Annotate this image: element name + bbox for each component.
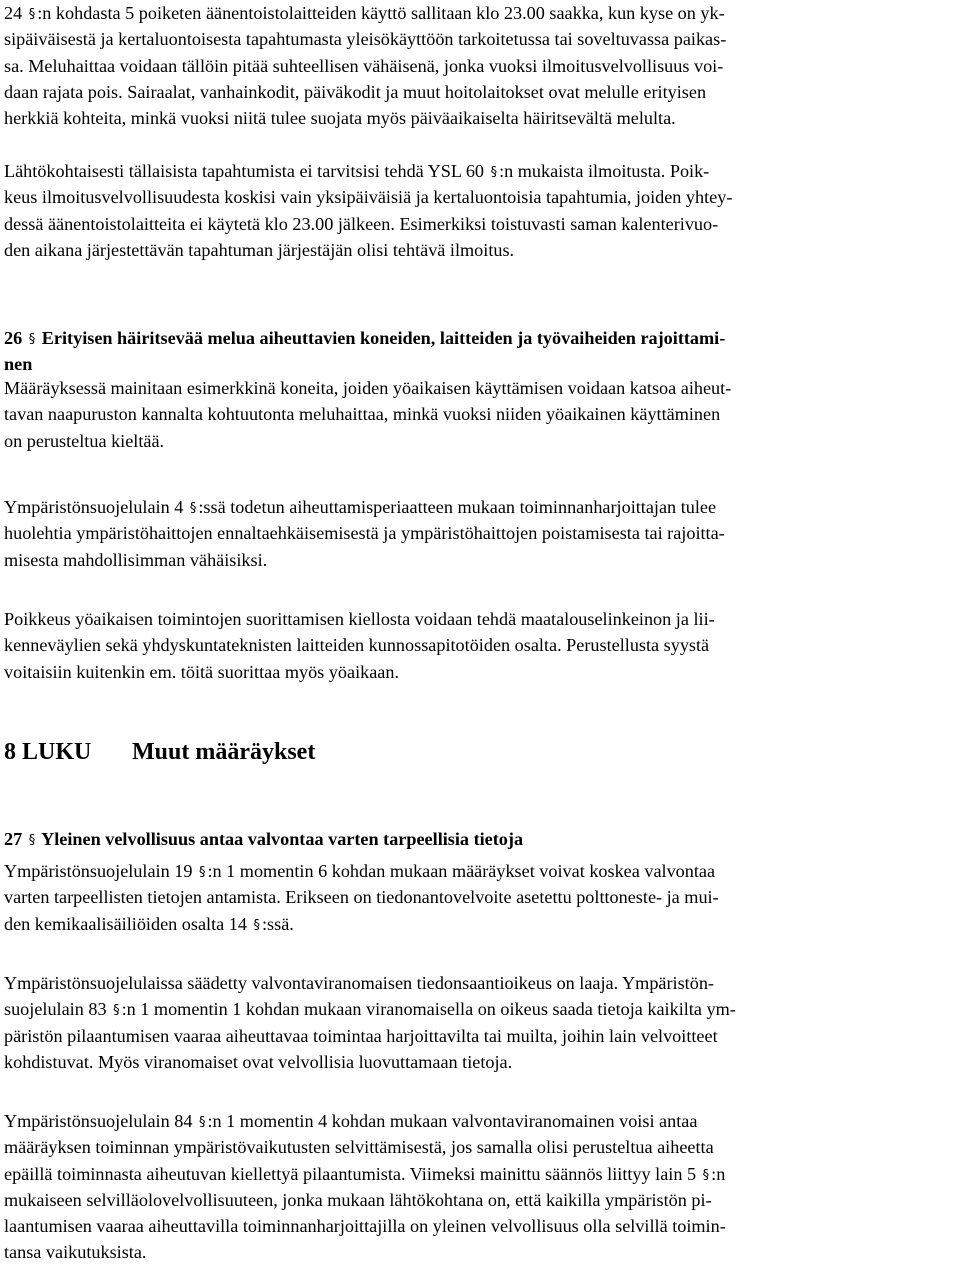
- text-run: dessä äänentoistolaitteita ei käytetä klo 23.00 jälkeen. Esimerkiksi toistuvasti saman kalenterivuo-: [4, 213, 719, 234]
- paragraph-polluter-pays: [4, 494, 725, 573]
- text-run: 26: [4, 328, 27, 348]
- paragraph-environmental-study-order: [4, 1108, 726, 1266]
- text-line: [4, 158, 732, 184]
- paragraph-event-exception: [4, 0, 726, 131]
- text-run: Ympäristönsuojelulain 4: [4, 497, 188, 517]
- text-run: on perusteltua kieltää.: [4, 430, 165, 451]
- text-run: Ympäristönsuojelulaissa säädetty valvontaviranomaisen tiedonsaantioikeus on laaja. Ympäristön-: [4, 973, 714, 993]
- text-run: :n mukaista ilmoitusta. Poik-: [499, 161, 710, 181]
- text-run: kenneväylien sekä yhdyskuntateknisten laitteiden kunnossapitotöiden osalta. Perustellusta syystä: [4, 635, 710, 656]
- section-sign: §: [198, 1115, 206, 1130]
- text-line: [4, 494, 725, 520]
- text-run: tavan naapuruston kannalta kohtuutonta meluhaittaa, minkä vuoksi niiden yöaikainen käyttäminen: [4, 404, 721, 425]
- text-line: [4, 632, 715, 658]
- chapter-title: Muut määräykset: [132, 739, 316, 765]
- text-run: :ssä.: [262, 913, 294, 934]
- text-run: herkkiä kohteita, minkä vuoksi niitä tulee suojata myös päiväaikaiselta häiritsevältä melulta.: [4, 108, 676, 129]
- text-line: [4, 53, 726, 79]
- text-line: [4, 26, 726, 52]
- text-line: [4, 520, 725, 546]
- heading-section-27: [4, 826, 523, 852]
- paragraph-notification-exemption: [4, 158, 732, 263]
- text-line: [4, 1023, 736, 1049]
- text-line: [4, 970, 736, 996]
- text-run: :n 1 momentin 4 kohdan mukaan valvontaviranomainen voisi antaa: [207, 1111, 698, 1131]
- paragraph-night-work-exception: [4, 606, 715, 685]
- text-run: :ssä todetun aiheuttamisperiaatteen mukaan toiminnanharjoittajan tulee: [198, 497, 717, 517]
- text-line: [4, 0, 726, 26]
- paragraph-right-to-information: [4, 970, 736, 1075]
- text-line: [4, 1134, 726, 1160]
- section-sign: §: [490, 165, 498, 180]
- text-run: den kemikaalisäiliöiden osalta 14: [4, 913, 252, 934]
- text-run: varten tarpeellisten tietojen antamista. Erikseen on tiedonantovelvoite asetettu polttoneste- ja mui-: [4, 887, 719, 908]
- text-run: 24: [4, 3, 27, 23]
- chapter-8-heading: [4, 737, 315, 767]
- text-run: laantumisen vaaraa aiheuttavilla toiminnanharjoittajilla on yleinen velvollisuus olla selvillä toimin-: [4, 1216, 726, 1237]
- section-sign: §: [28, 332, 36, 347]
- text-line: [4, 606, 715, 632]
- paragraph-information-provision: [4, 858, 719, 937]
- text-run: daan rajata pois. Sairaalat, vanhainkodit, päiväkodit ja muut hoitolaitokset ovat melulle erityisen: [4, 81, 707, 102]
- text-line: [4, 375, 731, 401]
- text-line: [4, 1239, 726, 1265]
- text-run: tansa vaikutuksista.: [4, 1242, 147, 1263]
- section-sign: §: [28, 7, 36, 22]
- text-line: [4, 184, 732, 210]
- text-run: Määräyksessä mainitaan esimerkkinä koneita, joiden yöaikaisen käyttämisen voidaan katsoa aiheut-: [4, 378, 732, 398]
- text-line: [4, 826, 523, 852]
- text-run: epäillä toiminnasta aiheutuvan kiellettyä pilaantumista. Viimeksi mainittu säännös liittyy lain 5: [4, 1163, 701, 1184]
- text-run: Poikkeus yöaikaisen toimintojen suorittamisen kiellosta voidaan tehdä maatalouselinkeinon ja lii-: [4, 609, 715, 629]
- text-line: [4, 884, 719, 910]
- text-line: [4, 351, 725, 377]
- text-run: voitaisiin kuitenkin em. töitä suorittaa myös yöaikaan.: [4, 661, 400, 682]
- text-run: Ympäristönsuojelulain 19: [4, 861, 197, 881]
- text-run: huolehtia ympäristöhaittojen ennaltaehkäisemisestä ja ympäristöhaittojen poistamisesta tai rajoitta-: [4, 523, 725, 544]
- text-run: Yleinen velvollisuus antaa valvontaa varten tarpeellisia tietoja: [37, 829, 524, 849]
- text-line: [4, 428, 731, 454]
- text-run: sipäiväisestä ja kertaluontoisesta tapahtumasta yleisökäyttöön tarkoitetussa tai soveltuvassa paikas-: [4, 29, 727, 50]
- section-sign: §: [113, 1003, 120, 1019]
- section-sign: §: [28, 833, 36, 848]
- text-line: [4, 1213, 726, 1239]
- text-run: Erityisen häiritsevää melua aiheuttavien koneiden, laitteiden ja työvaiheiden rajoittami-: [37, 328, 726, 348]
- section-sign: §: [189, 501, 197, 516]
- text-run: määräyksen toiminnan ympäristövaikutusten selvittämisestä, jos samalla olisi perusteltua aiheetta: [4, 1137, 714, 1158]
- text-run: :n 1 momentin 6 kohdan mukaan määräykset voivat koskea valvontaa: [207, 861, 716, 881]
- text-run: sa. Meluhaittaa voidaan tällöin pitää suhteellisen vähäisenä, jonka vuoksi ilmoitusvelvollisuus voi-: [4, 55, 724, 76]
- text-run: misesta mahdollisimman vähäisiksi.: [4, 549, 268, 570]
- section-sign: §: [198, 865, 206, 880]
- text-run: Ympäristönsuojelulain 84: [4, 1111, 197, 1131]
- section-sign: §: [253, 917, 260, 933]
- paragraph-machine-examples: [4, 375, 731, 454]
- text-run: nen: [4, 354, 33, 375]
- text-run: :n: [711, 1163, 726, 1184]
- chapter-number: 8 LUKU: [4, 739, 92, 765]
- text-line: [4, 105, 726, 131]
- text-line: [4, 79, 726, 105]
- text-line: [4, 401, 731, 427]
- text-run: keus ilmoitusvelvollisuudesta koskisi vain yksipäiväisiä ja kertaluontoisia tapahtumia, joiden yhtey-: [4, 187, 733, 208]
- text-line: [4, 1187, 726, 1213]
- text-run: :n 1 momentin 1 kohdan mukaan viranomaisella on oikeus saada tietoja kaikilta ym-: [121, 999, 736, 1020]
- text-run: :n kohdasta 5 poiketen äänentoistolaitteiden käyttö sallitaan klo 23.00 saakka, kun kyse on yk-: [37, 3, 725, 23]
- text-line: [4, 1108, 726, 1134]
- text-line: [4, 659, 715, 685]
- text-run: mukaiseen selvilläolovelvollisuuteen, jonka mukaan lähtökohtana on, että kaikilla ympäristön pi-: [4, 1189, 712, 1210]
- text-line: [4, 547, 725, 573]
- text-line: [4, 996, 736, 1022]
- text-run: den aikana järjestettävän tapahtuman järjestäjän olisi tehtävä ilmoitus.: [4, 239, 515, 260]
- text-run: 27: [4, 829, 27, 849]
- text-run: kohdistuvat. Myös viranomaiset ovat velvollisia luovuttamaan tietoja.: [4, 1051, 513, 1072]
- text-line: [4, 1049, 736, 1075]
- section-sign: §: [702, 1167, 710, 1183]
- text-run: päristön pilaantumisen vaaraa aiheuttavaa toimintaa harjoittavilta tai muilta, joihin lain velvoitteet: [4, 1025, 718, 1046]
- text-line: [4, 325, 725, 351]
- text-run: suojelulain 83: [4, 999, 112, 1020]
- text-line: [4, 1161, 726, 1187]
- heading-section-26: [4, 325, 725, 378]
- text-run: Lähtökohtaisesti tällaisista tapahtumista ei tarvitsisi tehdä YSL 60: [4, 161, 489, 181]
- text-line: [4, 237, 732, 263]
- text-line: [4, 911, 719, 937]
- text-line: [4, 858, 719, 884]
- text-line: [4, 211, 732, 237]
